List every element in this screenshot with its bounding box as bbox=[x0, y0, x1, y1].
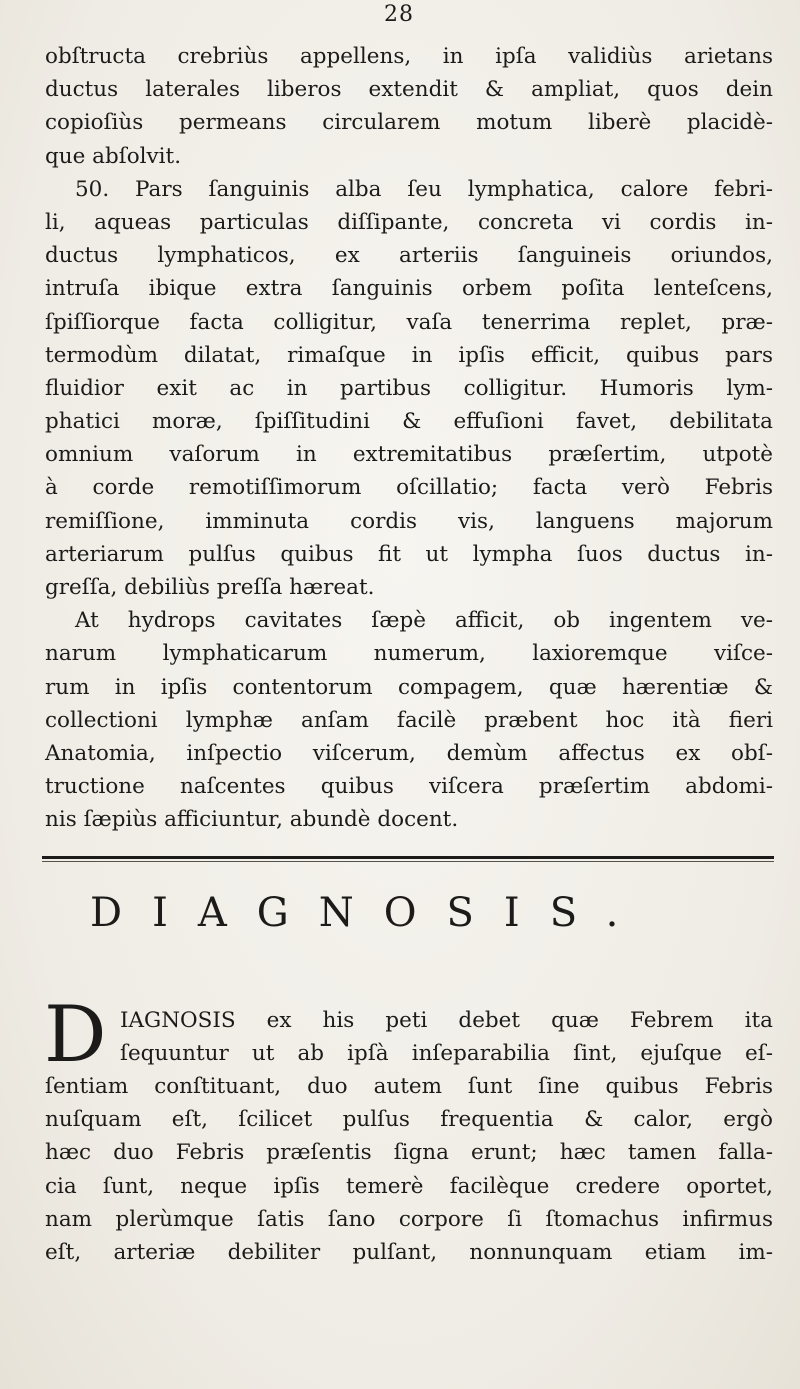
text-line: à corde remotiſſimorum oſcillatio; facta verò Febris bbox=[45, 475, 773, 501]
text-line: greſſa, debiliùs preſſa hæreat. bbox=[45, 575, 375, 600]
text-line: ductus lymphaticos, ex arteriis ſanguineis oriundos, bbox=[45, 243, 773, 269]
paragraph-pathology bbox=[45, 40, 773, 837]
text-line: ſentiam conſtituant, duo autem ſunt ſine quibus Febris bbox=[45, 1074, 773, 1099]
text-line: nuſquam eſt, ſcilicet pulſus frequentia & calor, ergò bbox=[45, 1107, 773, 1133]
text-line: remiſſione, imminuta cordis vis, languens majorum bbox=[45, 508, 773, 534]
text-line: copioſiùs permeans circularem motum liberè placidè- bbox=[45, 110, 773, 136]
drop-cap: D bbox=[44, 990, 107, 1080]
text-line: ſpiſſiorque facta colligitur, vaſa tenerrima replet, præ- bbox=[45, 309, 773, 335]
text-line: li, aqueas particulas diſſipante, concreta vi cordis in- bbox=[45, 209, 773, 235]
text-line: Anatomia, inſpectio viſcerum, demùm affectus ex obſ- bbox=[45, 740, 773, 766]
text-line: narum lymphaticarum numerum, laxioremque viſce- bbox=[45, 641, 773, 667]
text-line: arteriarum pulſus quibus fit ut lympha ſuos ductus in- bbox=[45, 541, 773, 567]
page-number: 28 bbox=[384, 2, 414, 27]
text-line: ſequuntur ut ab ipſà inſeparabilia ſint, ejuſque eſ- bbox=[120, 1041, 773, 1067]
text-line: collectioni lymphæ anſam facilè præbent hoc ità fieri bbox=[45, 707, 773, 733]
paragraph-diagnosis-opening bbox=[120, 1004, 773, 1070]
paragraph-diagnosis bbox=[45, 1070, 773, 1269]
text-line: At hydrops cavitates ſæpè afficit, ob ingentem ve- bbox=[75, 608, 773, 634]
text-line: eſt, arteriæ debiliter pulſant, nonnunquam etiam im- bbox=[45, 1239, 773, 1265]
text-line: nam plerùmque ſatis ſano corpore ſi ſtomachus infirmus bbox=[45, 1206, 773, 1232]
text-line: tructione naſcentes quibus viſcera præſertim abdomi- bbox=[45, 774, 773, 800]
text-line: hæc duo Febris præſentis ſigna erunt; hæc tamen falla- bbox=[45, 1140, 773, 1166]
text-line: nis ſæpiùs afficiuntur, abundè docent. bbox=[45, 807, 459, 833]
text-line: intruſa ibique extra ſanguinis orbem poſita lenteſcens, bbox=[45, 276, 773, 302]
text-line: phatici moræ, ſpiſſitudini & effuſioni favet, debilitata bbox=[45, 409, 773, 435]
text-line: cia ſunt, neque ipſis temerè facilèque credere oportet, bbox=[45, 1173, 773, 1199]
text-line: termodùm dilatat, rimaſque in ipſis efficit, quibus pars bbox=[45, 342, 773, 368]
text-line: omnium vaſorum in extremitatibus præſertim, utpotè bbox=[45, 442, 773, 468]
text-line: 50. Pars ſanguinis alba ſeu lymphatica, calore febri- bbox=[75, 176, 773, 202]
text-line: ductus laterales liberos extendit & ampliat, quos dein bbox=[45, 77, 773, 103]
text-line: que abſolvit. bbox=[45, 143, 182, 169]
text-line: IAGNOSIS ex his peti debet quæ Febrem ita bbox=[120, 1008, 773, 1033]
section-divider bbox=[42, 856, 774, 862]
text-line: fluidior exit ac in partibus colligitur. Humoris lym- bbox=[45, 375, 773, 401]
text-line: rum in ipſis contentorum compagem, quæ hærentiæ & bbox=[45, 674, 773, 700]
text-line: obſtructa crebriùs appellens, in ipſa validiùs arietans bbox=[45, 44, 773, 69]
section-heading: DIAGNOSIS. bbox=[90, 890, 649, 936]
